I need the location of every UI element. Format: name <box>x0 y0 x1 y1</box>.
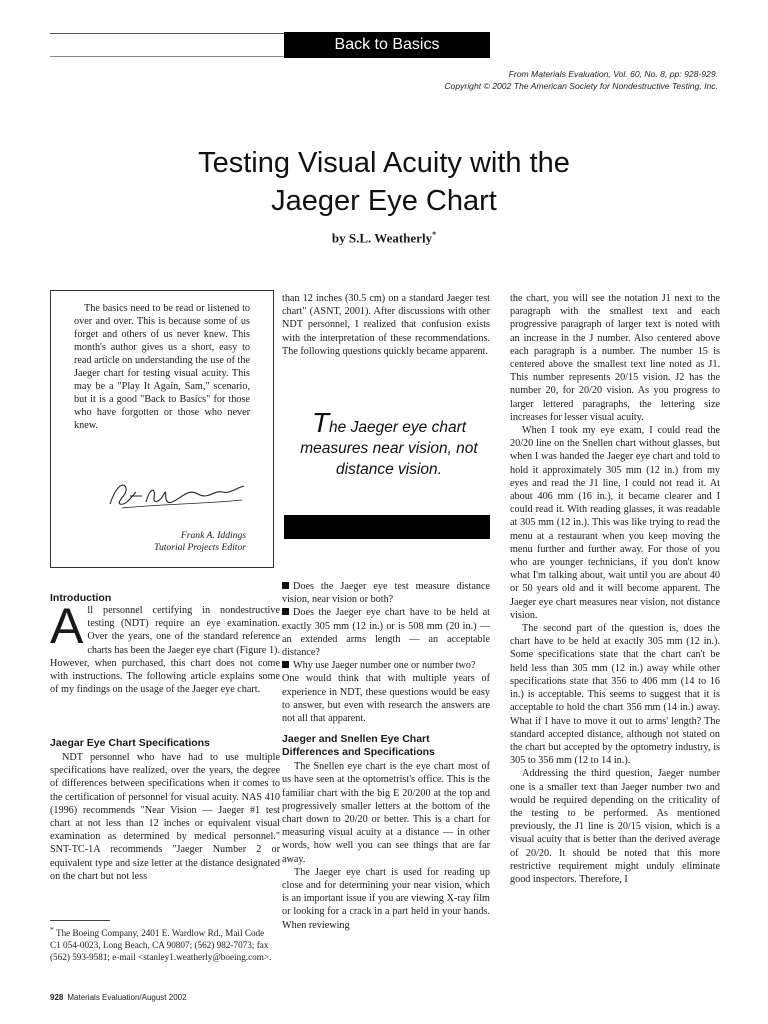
pull-quote-bar <box>284 515 490 539</box>
editor-signature-caption <box>74 530 246 554</box>
column-3-paragraph-1: the chart, you will see the notation J1 next to the paragraph with the smallest text and each progressive paragraph of larger text is noted with an increase in the J number. Also centered above each paragraph is a number. The number 15 is centered above the smallest text line noted as J1. This number represents 20/15 vision. J2 has the number 20, for 20/20 vision. As you progress to larger lettered paragraphs, the lettering size increases for lesser visual acuity. <box>510 293 720 423</box>
author-name: by S.L. Weatherly <box>331 230 433 246</box>
question-1 <box>282 580 490 606</box>
title-line-2: Jaeger Eye Chart <box>271 185 497 217</box>
footnote-mark: * <box>50 925 54 934</box>
source-line-2: Copyright © 2002 The American Society for Nondestructive Testing, Inc. <box>444 81 718 91</box>
heading-introduction: Introduction <box>50 592 112 604</box>
question-2-text: Does the Jaeger eye chart have to be held at exactly 305 mm (12 in.) or is 508 mm (20 in.) — an extended arms length — an acceptable distance? <box>282 607 490 659</box>
heading-snellen-line-2: Differences and Specifications <box>282 746 435 759</box>
bullet-square <box>282 608 289 615</box>
footnote-rule <box>50 920 110 921</box>
snellen-paragraph-1: The Snellen eye chart is the eye chart most of us have seen at the optometrist's office. This is the familiar chart with the big E 20/200 at the top and progressively smaller letters at the bottom of the chart down to 20/20 or better. This is a chart for measuring visual acuity at a distance — in other words, how well you can see things that are far away. <box>282 761 490 865</box>
heading-specifications: Jaegar Eye Chart Specifications <box>50 737 210 749</box>
introduction-text: ll personnel certifying in nondestructive testing (NDT) require an eye examination. Over the years, one of the standard reference charts has been the Jaeger eye chart (Figure 1). However, when purchased, this chart does not come with instructions. The following article explains some of my findings on the usage of the Jaeger eye chart. <box>50 605 280 696</box>
heading-snellen-line-1: Jaeger and Snellen Eye Chart <box>282 733 430 746</box>
source-line-1: From Materials Evaluation, Vol. 60, No. 8, pp: 928-929. <box>508 69 718 79</box>
question-2 <box>282 606 490 659</box>
title-line-1: Testing Visual Acuity with the <box>198 147 570 179</box>
author-footnote-mark: * <box>432 230 437 239</box>
editor-intro-text: The basics need to be read or listened to over and over. This is because some of us forget and others of us never knew. This month's author gives us a short, easy to read article on understanding the use of the Jaeger chart for testing visual acuity. This may be a "Play It Again, Sam," scenario, but it is a good "Back to Basics" for those who have forgotten or those who never knew. <box>74 303 250 431</box>
section-banner: Back to Basics <box>284 32 490 58</box>
question-3 <box>282 659 490 672</box>
column-3-paragraph-3: The second part of the question is, does the chart have to be held at exactly 305 mm (12 in.). Some specifications state that the chart can't be held less than 305 mm (12 in.) away while other specifications state that 356 to 406 mm (14 to 16 in.) is acceptable. This seems to suggest that it is acceptable to hold the chart 356 mm (14 in.) away. What if I have to move it out to arms' length? The standard accepted distance, although not stated on the chart but accepted by the optometry industry, is 305 to 356 mm (12 to 14 in.). <box>510 623 720 767</box>
drop-cap: A <box>50 598 84 654</box>
question-3-text: Why use Jaeger number one or number two? <box>293 660 476 672</box>
header-rule-lower <box>50 56 284 57</box>
byline <box>200 230 568 246</box>
heading-snellen <box>282 733 490 759</box>
column-2-top <box>282 292 490 358</box>
page-number: 928 <box>50 993 64 1002</box>
journal-issue: Materials Evaluation/August 2002 <box>67 993 187 1002</box>
column-2-continuation: than 12 inches (30.5 cm) on a standard Jaeger test chart" (ASNT, 2001). After discussions with other NDT personnel, I realized that confusion exists with the interpretation of these recommendations. The following questions quickly became apparent. <box>282 293 490 357</box>
editor-title: Tutorial Projects Editor <box>154 542 246 553</box>
article-title <box>100 144 668 220</box>
column-2-bottom <box>282 580 490 932</box>
column-3-paragraph-2: When I took my eye exam, I could read the 20/20 line on the Snellen chart without glasses, but when I was handed the Jaeger eye chart and told to hold it approximately 305 mm (12 in.) from my eyes and read the J1 line, I could not read it. At about 406 mm (16 in.), it became clearer and I could read it. With reading glasses, it was readable at 305 mm (12 in.). This was like trying to read the menu at a restaurant when you keep moving the menu further and further away. For those of you who are younger technicians, if you don't know what I'm talking about, wait until you are about 40 or 50 years old and it will become apparent. The Jaeger eye chart measures near vision, not distance vision. <box>510 425 720 621</box>
pull-quote <box>288 407 490 480</box>
specifications-paragraph: NDT personnel who have had to use multiple specifications have realized, over the years, the degree of differences between specifications when it comes to the certification of personnel for visual acuity. NAS 410 (1996) recommends "Near Vision — Jaeger #1 test chart at not less than 12 inches or equivalent visual examination as determined by medical personnel." SNT-TC-1A recommends "Jaeger Number 2 or equivalent type and size letter at the distance designated on the chart but not less <box>50 752 280 882</box>
signature-image <box>102 474 252 514</box>
questions-followup: One would think that with multiple years of experience in NDT, these questions would be easy to answer, but even with research the answers are not all that apparent. <box>282 673 490 725</box>
snellen-paragraph-2: The Jaeger eye chart is used for reading up close and for determining your near vision, which is an important issue if you are viewing X-ray film or looking for a crack in a part held in your hands. When reviewing <box>282 866 490 931</box>
page-footer <box>50 993 187 1002</box>
footnote-text: The Boeing Company, 2401 E. Wardlow Rd., Mail Code C1 054-0023, Long Beach, CA 90807; (562) 982-7073; fax (562) 593-9581; e-mail <stanley1.weatherly@boeing.com>. <box>50 928 272 962</box>
editor-name: Frank A. Iddings <box>180 530 246 541</box>
source-citation <box>318 68 718 92</box>
question-1-text: Does the Jaeger eye test measure distance vision, near vision or both? <box>282 581 490 606</box>
column-3 <box>510 292 720 886</box>
column-3-paragraph-4: Addressing the third question, Jaeger number one is a smaller text than Jaeger number two and would be required depending on the criticality of the testing to be performed. As mentioned previously, the J1 line is 20/15 vision, which is a visual acuity that is better than the derived average of 20/20. It should be noted that this more restrictive requirement might unduly eliminate good inspectors. Therefore, I <box>510 768 720 885</box>
bullet-square <box>282 661 289 668</box>
pull-quote-initial: T <box>311 407 330 438</box>
author-footnote <box>50 924 272 963</box>
specifications-column <box>50 751 280 883</box>
bullet-square <box>282 582 289 589</box>
pull-quote-text: he Jaeger eye chart measures near vision, not distance vision. <box>300 419 478 478</box>
